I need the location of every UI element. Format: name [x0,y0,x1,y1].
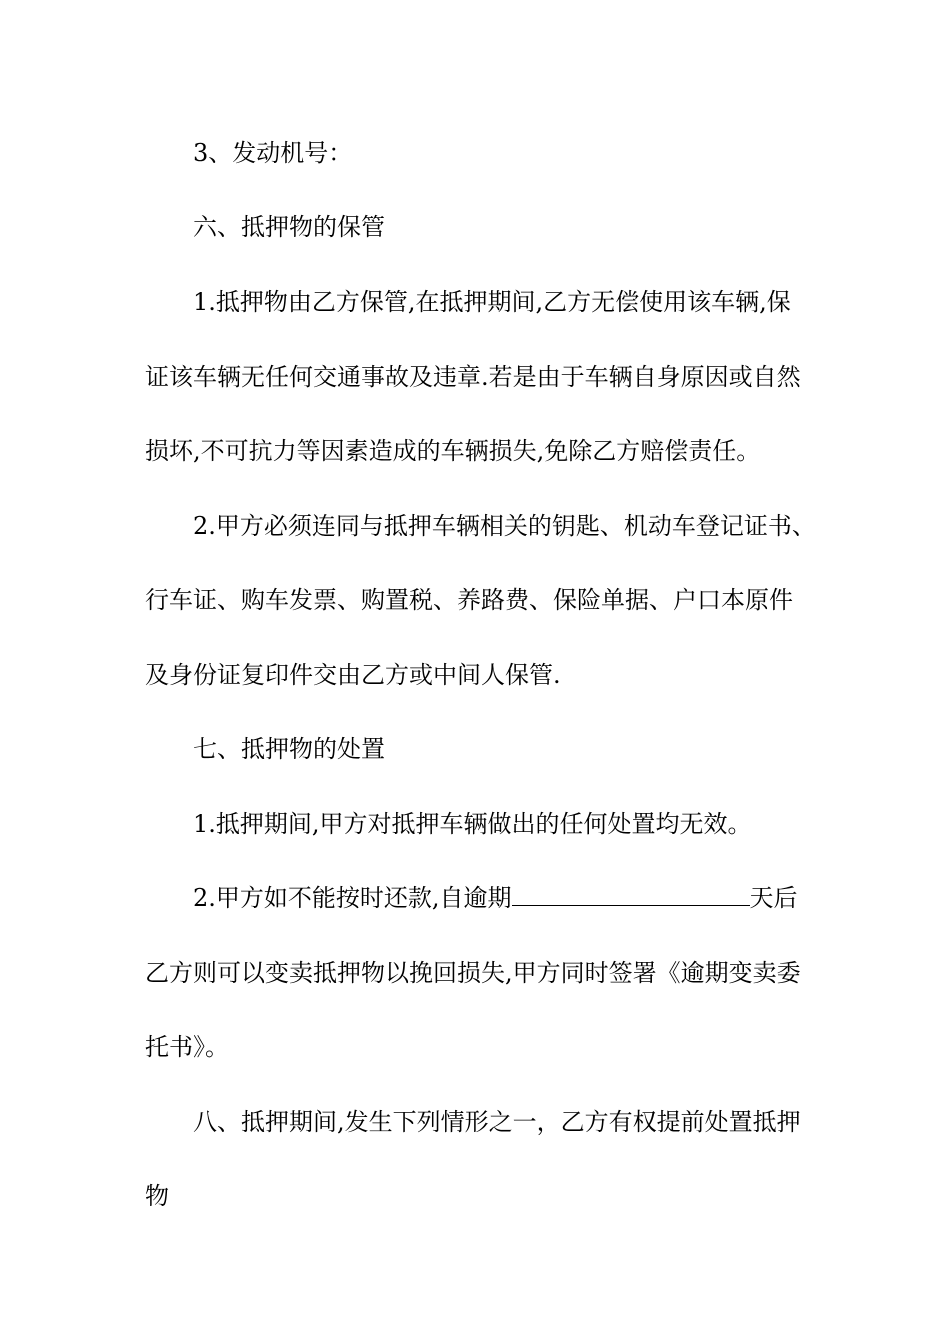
section-six-heading: 六、抵押物的保管 [193,213,385,241]
overdue-text-after: 天后 [749,884,798,912]
overdue-days-blank [512,885,750,906]
engine-number-line: 3、发动机号： [193,139,353,167]
custody-clause-2-line-1: 2.甲方必须连同与抵押车辆相关的钥匙、机动车登记证书、 [193,512,816,540]
disposal-clause-2-line-3: 托书》。 [145,1033,229,1061]
section-eight-heading-line-1: 八、抵押期间,发生下列情形之一，乙方有权提前处置抵押 [193,1108,801,1136]
custody-clause-1-line-2: 证该车辆无任何交通事故及违章.若是由于车辆自身原因或自然 [145,363,801,391]
section-eight-heading-line-2: 物 [145,1182,169,1210]
section-seven-heading: 七、抵押物的处置 [193,735,385,763]
custody-clause-1-line-1: 1.抵押物由乙方保管,在抵押期间,乙方无偿使用该车辆,保 [193,288,791,316]
disposal-clause-2-line-1 [193,878,893,918]
disposal-clause-1: 1.抵押期间,甲方对抵押车辆做出的任何处置均无效。 [193,810,752,838]
disposal-clause-2-line-2: 乙方则可以变卖抵押物以挽回损失,甲方同时签署《逾期变卖委 [145,959,801,987]
overdue-text-before: 2.甲方如不能按时还款,自逾期 [193,884,512,912]
custody-clause-2-line-3: 及身份证复印件交由乙方或中间人保管. [145,661,561,689]
custody-clause-1-line-3: 损坏,不可抗力等因素造成的车辆损失,免除乙方赔偿责任。 [145,437,761,465]
custody-clause-2-line-2: 行车证、购车发票、购置税、养路费、保险单据、户口本原件 [145,586,793,614]
